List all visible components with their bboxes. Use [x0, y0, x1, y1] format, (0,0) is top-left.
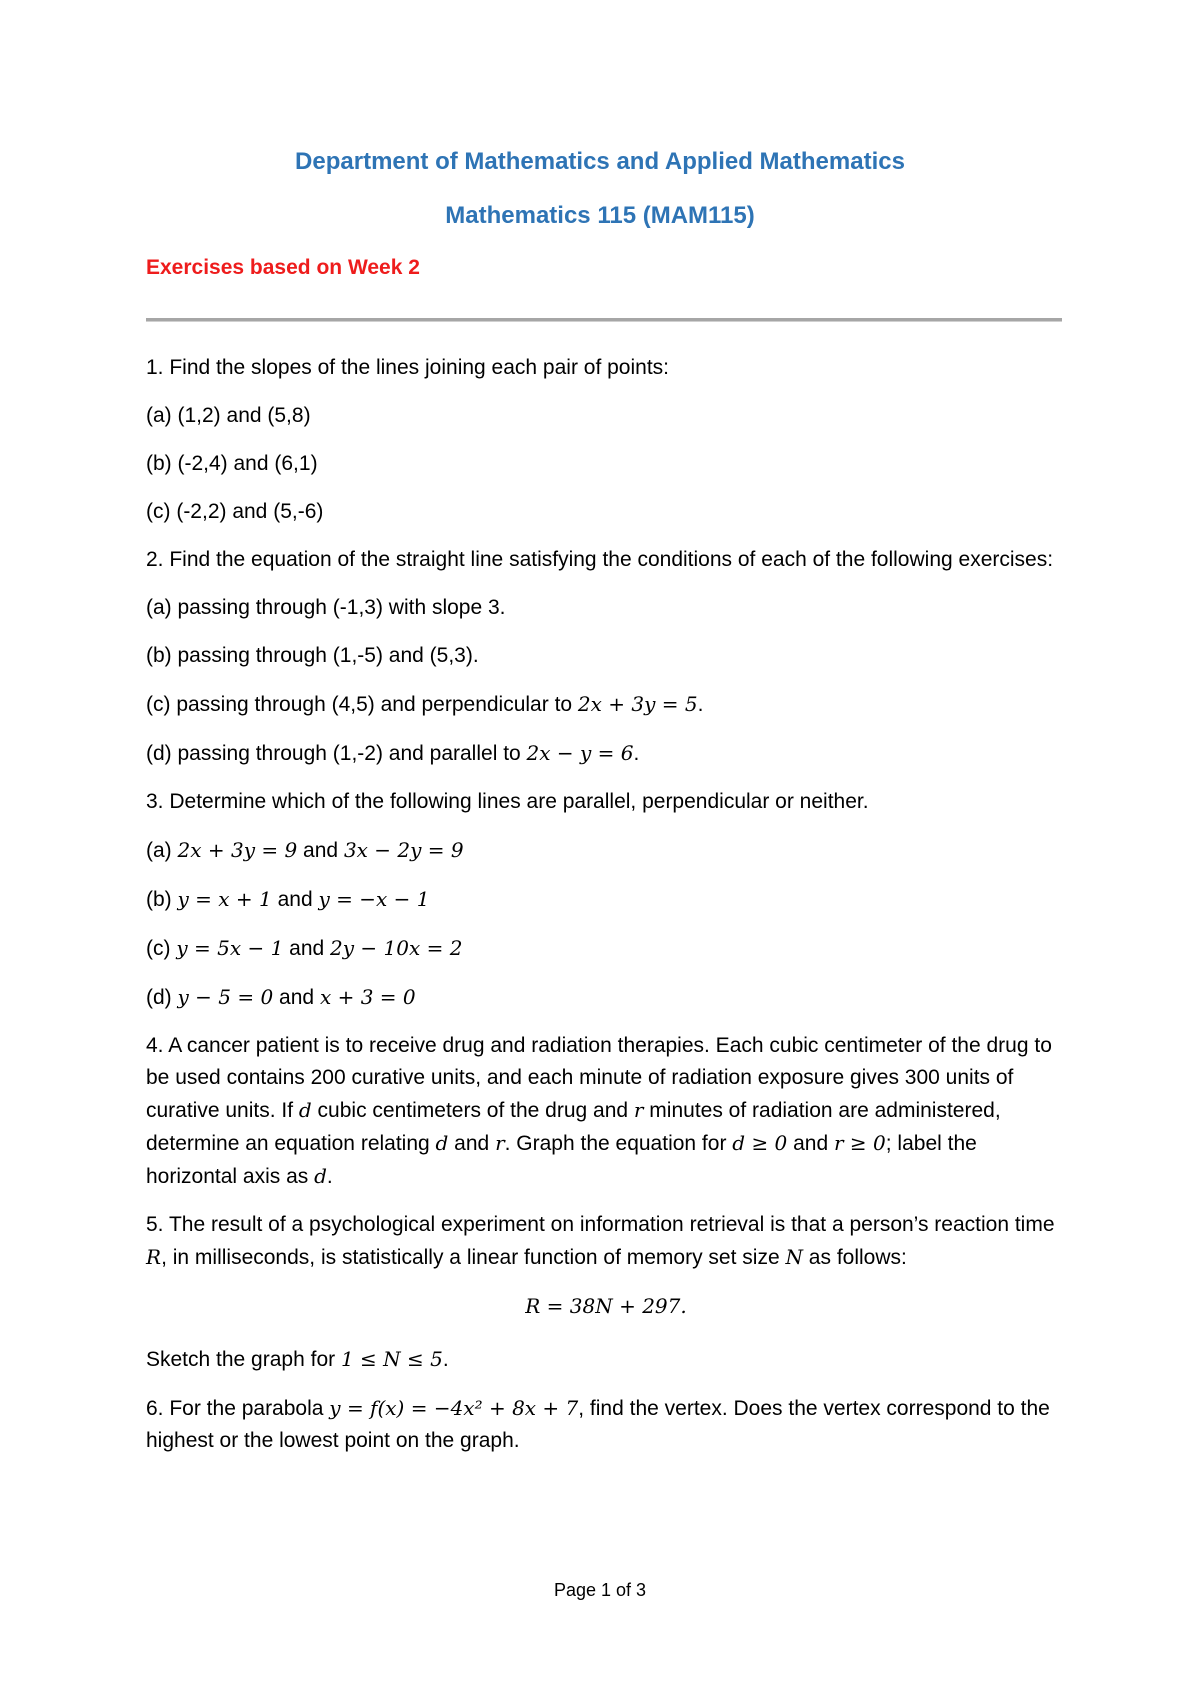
- question-3b-label: (b): [146, 888, 178, 911]
- question-2: 2. Find the equation of the straight line satisfying the conditions of each of the following exercises:: [146, 548, 1054, 571]
- question-4-text: cubic centimeters of the drug and: [311, 1099, 634, 1122]
- question-3b: [146, 883, 1066, 916]
- question-3c-eq1: y = 5x − 1: [176, 936, 284, 960]
- inequality-r: r ≥ 0: [834, 1131, 886, 1155]
- question-5-sketch: Sketch the graph for 1 ≤ N ≤ 5.: [146, 1347, 449, 1371]
- question-6: [146, 1392, 1066, 1457]
- question-6-text: 6. For the parabola: [146, 1397, 330, 1420]
- question-3d-eq2: x + 3 = 0: [319, 985, 416, 1009]
- parabola-equation: y = f(x) = −4x² + 8x + 7: [329, 1396, 579, 1420]
- question-3c-eq2: 2y − 10x = 2: [330, 936, 463, 960]
- and-text: and: [303, 839, 339, 862]
- variable-d: d: [435, 1131, 449, 1155]
- question-3d-eq1: y − 5 = 0: [177, 985, 274, 1009]
- question-4-text: ; label the horizontal axis as: [146, 1132, 977, 1188]
- question-3c: [146, 932, 1066, 965]
- question-3a-eq1: 2x + 3y = 9: [177, 838, 298, 862]
- horizontal-divider: [146, 318, 1062, 322]
- variable-d: d: [298, 1098, 312, 1122]
- question-1c: (c) (-2,2) and (5,-6): [146, 500, 324, 523]
- question-4-text: minutes of radiation are administered, determine an equation relating: [146, 1099, 1001, 1155]
- question-3a-label: (a): [146, 839, 178, 862]
- question-6-text: , find the vertex. Does the vertex correspond to the highest or the lowest point on the graph.: [146, 1397, 1050, 1452]
- question-4-text: 4. A cancer patient is to receive drug and radiation therapies. Each cubic centimeter of the drug to be used contains 200 curative units, and each minute of radiation exposure gives 300 units of curative units. If: [146, 1034, 1052, 1122]
- reaction-time-equation: R = 38N + 297.: [525, 1294, 687, 1318]
- variable-d: d: [314, 1164, 327, 1188]
- question-4-text: and: [787, 1132, 834, 1155]
- question-4-text: . Graph the equation for: [504, 1132, 733, 1155]
- question-2d-equation: 2x − y = 6: [526, 741, 634, 765]
- question-2a: (a) passing through (-1,3) with slope 3.: [146, 596, 506, 619]
- question-3: 3. Determine which of the following lines are parallel, perpendicular or neither.: [146, 790, 869, 813]
- question-3a: [146, 834, 1066, 867]
- inequality-d: d ≥ 0: [732, 1131, 788, 1155]
- page-number: Page 1 of 3: [553, 1580, 647, 1600]
- question-2d: (d) passing through (1,-2) and parallel to 2x − y = 6.: [146, 741, 640, 765]
- question-1a: (a) (1,2) and (5,8): [146, 404, 311, 427]
- variable-N: N: [785, 1245, 803, 1269]
- question-1b: (b) (-2,4) and (6,1): [146, 452, 318, 475]
- week-title: Exercises based on Week 2: [146, 256, 420, 279]
- question-4-text: and: [448, 1132, 496, 1155]
- question-3d: [146, 981, 1066, 1014]
- and-text: and: [289, 937, 325, 960]
- question-3c-label: (c): [146, 937, 177, 960]
- question-3b-eq1: y = x + 1: [177, 887, 272, 911]
- question-5-text: , in milliseconds, is statistically a linear function of memory set size: [161, 1246, 786, 1269]
- question-3b-eq2: y = −x − 1: [318, 887, 430, 911]
- question-2b: (b) passing through (1,-5) and (5,3).: [146, 644, 479, 667]
- question-2c-text: (c) passing through (4,5) and perpendicular to: [146, 693, 578, 716]
- question-4: [146, 1030, 1066, 1193]
- exercise-list: [146, 352, 1066, 1473]
- question-5-equation: [146, 1282, 1066, 1327]
- question-5-text: 5. The result of a psychological experiment on information retrieval is that a person’s reaction time: [146, 1213, 1055, 1236]
- and-text: and: [277, 888, 313, 911]
- question-3d-label: (d): [146, 986, 178, 1009]
- question-5-range: 1 ≤ N ≤ 5: [340, 1347, 443, 1371]
- variable-R: R: [146, 1245, 162, 1269]
- variable-r: r: [495, 1131, 505, 1155]
- department-title: Department of Mathematics and Applied Mathematics: [295, 148, 905, 175]
- question-2c: (c) passing through (4,5) and perpendicular to 2x + 3y = 5.: [146, 692, 704, 716]
- question-5: [146, 1209, 1066, 1274]
- variable-r: r: [633, 1098, 644, 1122]
- question-1: 1. Find the slopes of the lines joining each pair of points:: [146, 356, 669, 379]
- question-2c-equation: 2x + 3y = 5: [577, 692, 698, 716]
- question-5-text: as follows:: [802, 1246, 907, 1269]
- course-title: Mathematics 115 (MAM115): [445, 202, 755, 229]
- question-2d-text: (d) passing through (1,-2) and parallel to: [146, 742, 527, 765]
- question-3a-eq2: 3x − 2y = 9: [343, 838, 464, 862]
- question-4-text: .: [326, 1165, 333, 1188]
- question-5-sketch-text: Sketch the graph for: [146, 1348, 341, 1371]
- and-text: and: [279, 986, 315, 1009]
